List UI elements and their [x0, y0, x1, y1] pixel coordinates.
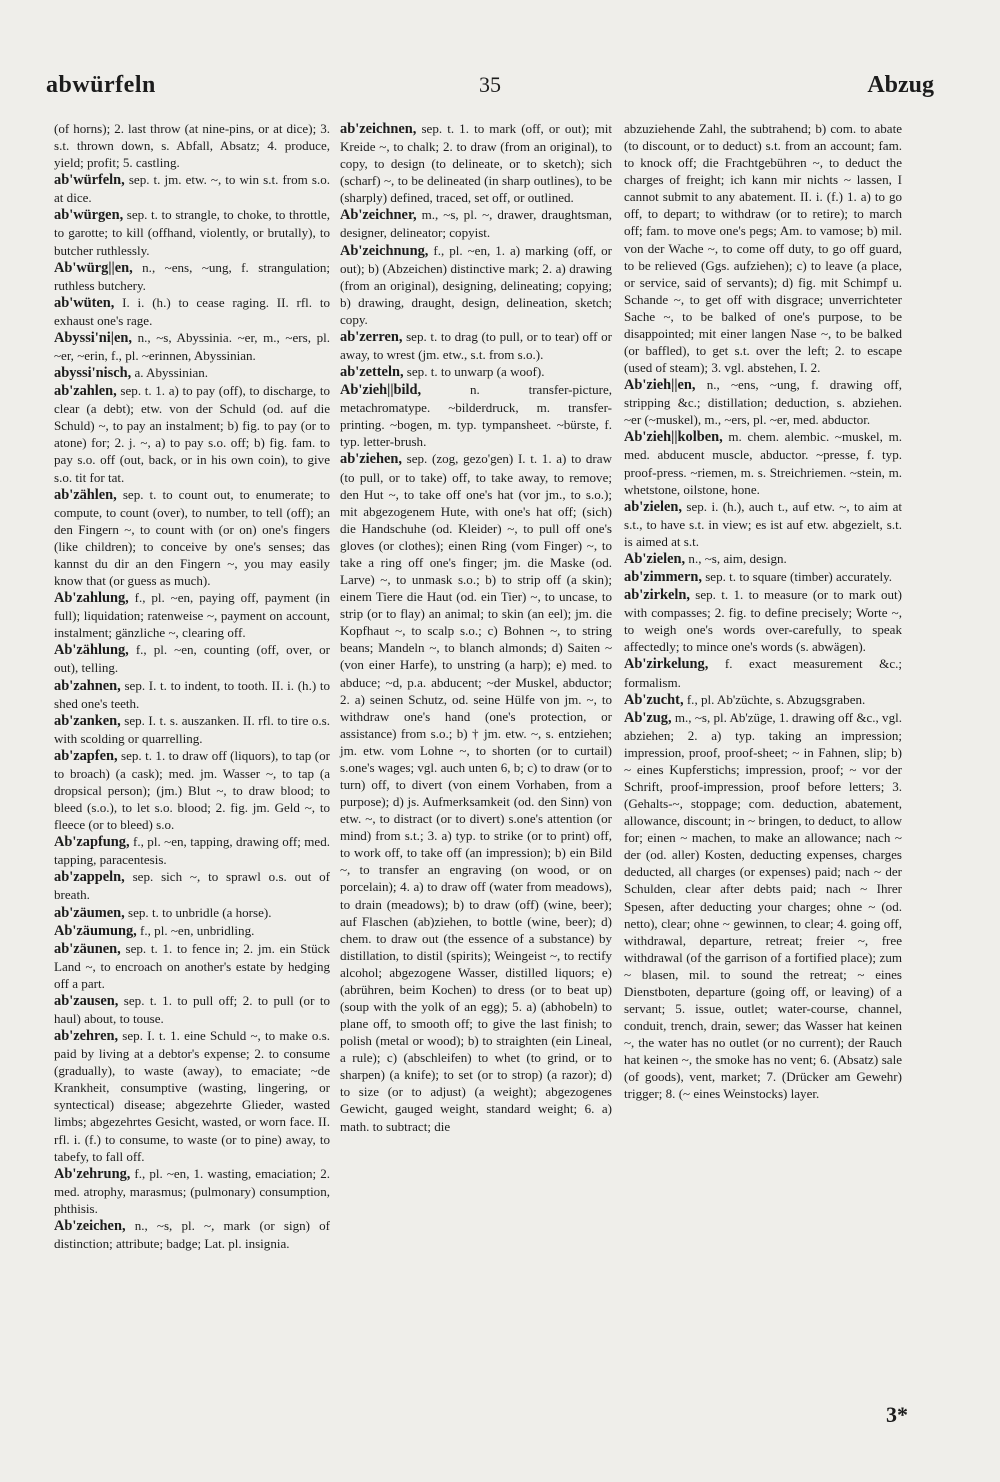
dictionary-entry	[54, 382, 330, 485]
column-1	[54, 120, 330, 1252]
dictionary-entry	[624, 376, 902, 428]
headword: ab'zehren,	[54, 1028, 119, 1045]
headword: Ab'zielen,	[624, 550, 686, 567]
entry-definition: m. chem. alembic. ~muskel, m. med. abducent muscle, abductor. ~presse, f. typ. proof-press. ~riemen, m. s. Streichriemen. ~stein, m. whetstone, oilstone, hone.	[624, 429, 902, 497]
dictionary-entry	[54, 677, 330, 712]
headword: ab'zahlen,	[54, 383, 117, 400]
entry-definition: sep. t. 1. a) to pay (off), to discharge, to clear (a debt); etw. von der Schuld (od. auf die Schuld) ~, to pay an instalment; b) fig. to pay (or to atone) for; 2. j. ~, a) to pay s.o. off; b) fig. fam. to pay s.o. off (out, back, or in his own coin), to give s.o. tit for tat.	[54, 383, 330, 485]
dictionary-entry	[624, 498, 902, 550]
entry-definition: sep. sich ~, to sprawl o.s. out of breath.	[54, 869, 330, 903]
entry-definition: I. i. (h.) to cease raging. II. rfl. to exhaust one's rage.	[54, 294, 330, 328]
entry-definition: sep. t. to drag (to pull, or to tear) off or away, to wrest (jm. etw., s.t. from s.o.).	[340, 328, 612, 363]
entry-definition: sep. t. 1. to fence in; 2. jm. ein Stück Land ~, to encroach on another's estate by hedging off a part.	[54, 940, 330, 991]
headword: ab'zappeln,	[54, 869, 125, 886]
headword: ab'zahnen,	[54, 677, 121, 694]
dictionary-entry	[340, 242, 612, 328]
entry-definition: m., ~s, pl. ~, drawer, draughtsman, designer, delineator; copyist.	[340, 207, 612, 241]
dictionary-entry	[54, 171, 330, 206]
entry-definition: f., pl. ~en, paying off, payment (in full); liquidation; ratenweise ~, payment on account, instalment; gänzliche ~, clearing off.	[54, 590, 330, 641]
dictionary-entry	[624, 120, 902, 376]
headword: ab'zausen,	[54, 992, 119, 1009]
headword: Ab'zug,	[624, 709, 672, 726]
headword: Ab'zeichnung,	[340, 242, 429, 259]
headword: ab'zimmern,	[624, 569, 702, 586]
headword: ab'zanken,	[54, 712, 121, 729]
running-header	[46, 70, 934, 106]
dictionary-entry	[624, 568, 902, 586]
entry-definition: f., pl. ~en, unbridling.	[136, 922, 255, 938]
headword: Ab'zeichner,	[340, 207, 417, 224]
page-number: 35	[479, 72, 501, 97]
entry-definition: n., ~ens, ~ung, f. strangulation; ruthless butchery.	[54, 259, 330, 293]
dictionary-entry	[624, 428, 902, 497]
entry-definition: a. Abyssinian.	[131, 365, 209, 381]
dictionary-entry	[54, 259, 330, 294]
column-3	[624, 120, 902, 1102]
entry-definition: sep. i. (h.), auch t., auf etw. ~, to aim at s.t., to have s.t. in view; es ist auf etw. abgezielt, s.t. is aimed at s.t.	[624, 498, 902, 549]
dictionary-entry	[54, 712, 330, 747]
dictionary-entry	[54, 589, 330, 641]
signature-mark: 3*	[886, 1402, 908, 1427]
entry-definition: n., ~s, aim, design.	[685, 550, 787, 566]
entry-definition: sep. I. t. 1. eine Schuld ~, to make o.s. paid by living at a debtor's expense; 2. to consume (gradually), to waste (away), to emaciate; ~de Krankheit, consumptive (wasting, lingering, or syntectical) disease; abgezehrte Glieder, wasted limbs; abgezehrtes Gesicht, wasted, or worn face. II. rfl. i. (f.) to consume, to waste (or to pine) away, to tabefy, to fall off.	[54, 1028, 330, 1164]
dictionary-entry	[624, 655, 902, 690]
entry-definition: sep. t. 1. to measure (or to mark out) with compasses; 2. fig. to define precisely; Worte ~, to weigh one's words over-carefully, to speak affectedly; to mince one's words (s. abwägen).	[624, 587, 902, 655]
headword: ab'zeichnen,	[340, 121, 417, 137]
entry-definition: sep. t. to strangle, to choke, to throttle, to garotte; to kill (offhand, violently, or brutally), to butcher ruthlessly.	[54, 207, 330, 258]
entry-definition: sep. t. jm. etw. ~, to win s.t. from s.o. at dice.	[54, 172, 330, 206]
dictionary-entry	[340, 381, 612, 450]
headword: ab'zerren,	[340, 328, 403, 345]
entry-definition: n. transfer-picture, metachromatype. ~bilderdruck, m. transfer-printing. ~bogen, m. typ. tympansheet. ~bürste, f. typ. letter-brush.	[340, 382, 612, 450]
headword: Ab'zäumung,	[54, 922, 137, 939]
headword: ab'zielen,	[624, 498, 682, 515]
headword: Ab'zucht,	[624, 691, 684, 708]
dictionary-entry	[54, 747, 330, 833]
headword: ab'würgen,	[54, 207, 124, 224]
dictionary-entry	[340, 363, 612, 381]
headword: Ab'zieh||kolben,	[624, 429, 723, 446]
headword: ab'zirkeln,	[624, 587, 690, 604]
entry-definition: f., pl. ~en, 1. a) marking (off, or out); b) (Abzeichen) distinctive mark; 2. a) drawing (from an original), designing, delineating; copying; b) drawing, draught, design, delineation, sketch; copy.	[340, 242, 612, 327]
dictionary-entry	[54, 206, 330, 258]
entry-definition: n., ~s, Abyssinia. ~er, m., ~ers, pl. ~er, ~erin, f., pl. ~erinnen, Abyssinian.	[54, 329, 330, 364]
dictionary-entry	[54, 641, 330, 676]
dictionary-entry	[54, 1027, 330, 1165]
dictionary-entry	[54, 1217, 330, 1252]
dictionary-entry	[624, 709, 902, 1103]
headword: Abyssi'ni|en,	[54, 329, 132, 346]
headword: ab'zetteln,	[340, 364, 404, 381]
entry-definition: n., ~s, pl. ~, mark (or sign) of distinction; attribute; badge; Lat. pl. insignia.	[54, 1217, 330, 1251]
headword: Ab'zahlung,	[54, 590, 129, 607]
headword: Ab'zehrung,	[54, 1165, 131, 1182]
dictionary-entry	[54, 922, 330, 940]
dictionary-entry	[54, 364, 330, 382]
headword: Ab'würg||en,	[54, 259, 133, 276]
column-2	[340, 120, 612, 1135]
headword: ab'zäunen,	[54, 940, 121, 957]
entry-definition: n., ~ens, ~ung, f. drawing off, stripping &c.; distillation; deduction, s. abziehen. ~er (~muskel), m., ~ers, pl. ~er, med. abductor.	[624, 377, 902, 428]
entry-definition: sep. I. t. s. auszanken. II. rfl. to tire o.s. with scolding or quarrelling.	[54, 712, 330, 746]
entry-definition: f., pl. ~en, 1. wasting, emaciation; 2. med. atrophy, marasmus; (pulmonary) consumption, phthisis.	[54, 1165, 330, 1216]
header-last-entry: Abzug	[867, 72, 934, 98]
headword: Ab'zirkelung,	[624, 656, 709, 673]
entry-definition: sep. t. to square (timber) accurately.	[701, 569, 893, 585]
headword: Ab'zeichen,	[54, 1217, 126, 1234]
entry-definition: abzuziehende Zahl, the subtrahend; b) com. to abate (to discount, or to deduct) s.t. from an account; fam. to knock off; die Frachtgebühren ~, to deduct the charges of freight; ich kann mir nichts ~ lassen, I cannot submit to any abatement. II. i. (f.) 1. a) to go off, to depart; to withdraw (or to retire); to march off; fam. to move one's pegs; Am. to vamose; b) mil. von der Wache ~, to come off duty, to go off guard, to be relieved (Ggs. aufziehen); c) to leave (a place, or service, said of servants); d) fig. mit Schimpf u. Schande ~, to get off with disgrace; unverrichteter Sache ~, to be balked of one's purpose, to be disappointed; mit einer langen Nase ~, to be balked (or baffled), to get s.t. over the left; 2. to escape (used of steam); 3. vgl. abstehen, I. 2.	[624, 121, 902, 376]
entry-definition: sep. I. t. to indent, to tooth. II. i. (h.) to shed one's teeth.	[54, 677, 330, 711]
entry-definition: sep. t. to unwarp (a woof).	[403, 364, 545, 380]
entry-definition: (of horns); 2. last throw (at nine-pins, or at dice); 3. s.t. thrown down, s. Abfall, Absatz; 4. produce, yield; profit; 5. castling.	[54, 121, 330, 171]
headword: ab'zählen,	[54, 486, 117, 503]
entry-definition: sep. t. 1. to pull off; 2. to pull (or to haul) about, to touse.	[54, 992, 330, 1026]
headword: Ab'zapfung,	[54, 834, 130, 851]
headword: Ab'zieh||en,	[624, 377, 696, 394]
headword: ab'wüten,	[54, 294, 115, 311]
entry-definition: sep. (zog, gezo'gen) I. t. 1. a) to draw (to pull, or to take) off, to take away, to remove; den Hut ~, to take off one's hat (vor jm., to s.o.); mit abgezogenem Hute, with one's hat off; (sich) die Handschuhe (od. Kleider) ~, to pull off one's gloves (or clothes); einen Ring (vom Finger) ~, to take a ring off one's finger; jm. die Maske (od. Larve) ~, to unmask s.o.; b) to strip off (a skin); einem Tiere die Haut (od. ein Tier) ~, to uncase, to strip (or to flay) an animal; to skin (an eel); jm. die Kopfhaut ~, to scalp s.o.; c) Bohnen ~, to string beans; Mandeln ~, to blanch almonds; d) Saiten ~ (von einer Harfe), to unstring (a harp); e) med. to abduce; ~d, p.a. abducent; ~der Muskel, abductor; 2. a) seinen Schutz, od. seine Hülfe von jm. ~, to withdraw one's hand (one's protection, or assistance) from s.o.; b) † jm. etw. ~, s. entziehen; jm. etw. vom Lohne ~, to shorten (or to curtail) s.one's wages; vgl. auch unten 6, b; c) to draw (or to turn) off, to divert (von einem Vorhaben, from a purpose); d) js. Aufmerksamkeit (od. den Sinn) von etw. ~, to distract (or to divert) s.one's attention (or mind) from s.t.; 3. a) typ. to strike (or to print) off, to work off, to take off (an impression); b) ein Bild ~, to transfer an engraving (on wood, or on porcelain); 4. a) to draw off (water from meadows), to drain (meadows); b) to draw (off) (wine, beer); auf Flaschen (ab)ziehen, to bottle (wine, beer); d) chem. to draw out (the essence of a substance) by distillation, to distil (spirits); Weingeist ~, to rectify alcohol; abgezogene Wasser, distilled liquors; e) (abrühren, beim Kochen) to dress (or to beat up) (soup with the yolk of an egg); 5. a) (abhobeln) to plane off, to smooth off; to give the last finish; to polish (metal or wood); b) to straighten (ein Lineal, a rule); c) (abschleifen) to whet (to grind, or to sharpen) (a knife); to set (or to strop) (a razor); d) to size (or to adjust) (a weight); abgezogenes Gewicht, gauged weight, standard weight; 6. a) math. to subtract; die	[340, 451, 612, 1134]
dictionary-entry	[340, 450, 612, 1134]
entry-definition: sep. t. to unbridle (a horse).	[124, 904, 272, 920]
entry-definition: f. exact measurement &c.; formalism.	[624, 656, 902, 690]
headword: ab'ziehen,	[340, 451, 402, 468]
dictionary-entry	[340, 206, 612, 241]
entry-definition: f., pl. Ab'züchte, s. Abzugsgraben.	[683, 691, 866, 707]
entry-definition: sep. t. 1. to draw off (liquors), to tap (or to broach) (a cask); med. jm. Wasser ~, to tap (a dropsical person); (jm.) Blut ~, to draw blood; to bleed (s.o.), to let s.o. blood; 2. fig. jm. Geld ~, to fleece (or to bleed) s.o.	[54, 747, 330, 833]
entry-definition: f., pl. ~en, counting (off, over, or out), telling.	[54, 642, 330, 676]
dictionary-entry	[54, 833, 330, 868]
dictionary-entry	[340, 328, 612, 363]
headword: Ab'zählung,	[54, 642, 129, 659]
headword: ab'zäumen,	[54, 904, 125, 921]
dictionary-entry	[54, 940, 330, 992]
dictionary-entry	[54, 904, 330, 922]
dictionary-entry	[54, 294, 330, 329]
entry-definition: f., pl. ~en, tapping, drawing off; med. tapping, paracentesis.	[54, 834, 330, 868]
dictionary-entry	[624, 691, 902, 709]
headword: abyssi'nisch,	[54, 365, 132, 382]
dictionary-entry	[54, 120, 330, 171]
dictionary-entry	[624, 550, 902, 568]
dictionary-entry	[54, 1165, 330, 1217]
entry-definition: sep. t. 1. to mark (off, or out); mit Kreide ~, to chalk; 2. to draw (from an original), to copy, to design (to delineate, or to sketch); sich (scharf) ~, to be delineated (in sharp outlines), to be (sharply) defined, traced, set off, or outlined.	[340, 121, 612, 206]
headword: ab'würfeln,	[54, 172, 125, 189]
entry-definition: m., ~s, pl. Ab'züge, 1. drawing off &c., vgl. abziehen; 2. a) typ. taking an impression; impression, proof, proof-sheet; ~ in Fahnen, slip; b) ~ eines Kupferstichs; impression, proof; ~ vor der Schrift, proof-impression, proof before letters; 3. (Gehalts-~, stoppage; com. deduction, abatement, allowance, discount; in ~ bringen, to deduct, to allow for; einen ~ machen, to make an allowance; nach ~ der (od. aller) Kosten, deducting expenses, charges deducted, all charges (or expenses) paid; nach ~ der Schulden, clear after debts paid; nach ~ Ihrer Spesen, after deducting your charges; ohne ~ (od. netto), clear; ohne ~ gewinnen, to clear; 4. going off, withdrawal, departure, retreat; freier ~, free withdrawal (of the garrison of a fortified place); zum ~ blasen, mil. to sound the retreat; ~ eines Dienstboten, departure (going off, or leaving) of a servant; 5. issue, outlet; water-course, channel, conduit, trench, drain, sewer; das Wasser hat keinen ~, the water has no outlet (or no current); der Rauch hat keinen ~, the smoke has no vent; 6. (Absatz) sale (of goods), vent, market; 7. (Drücker am Gewehr) trigger; 8. (~ eines Weinstocks) layer.	[624, 709, 902, 1102]
dictionary-entry	[340, 120, 612, 206]
headword: Ab'zieh||bild,	[340, 382, 422, 399]
dictionary-entry	[54, 486, 330, 589]
entry-definition: sep. t. to count out, to enumerate; to compute, to count (over), to number, to tell (off); an den Fingern ~, to count with (or on) one's fingers (like children); to conceive by one's senses; das kannst du dir an den Fingern ~, you may easily know that (or guess as much).	[54, 486, 330, 589]
headword: ab'zapfen,	[54, 747, 118, 764]
dictionary-entry	[54, 992, 330, 1027]
dictionary-entry	[624, 586, 902, 655]
dictionary-entry	[54, 329, 330, 364]
header-first-entry: abwürfeln	[46, 72, 156, 98]
dictionary-entry	[54, 868, 330, 903]
